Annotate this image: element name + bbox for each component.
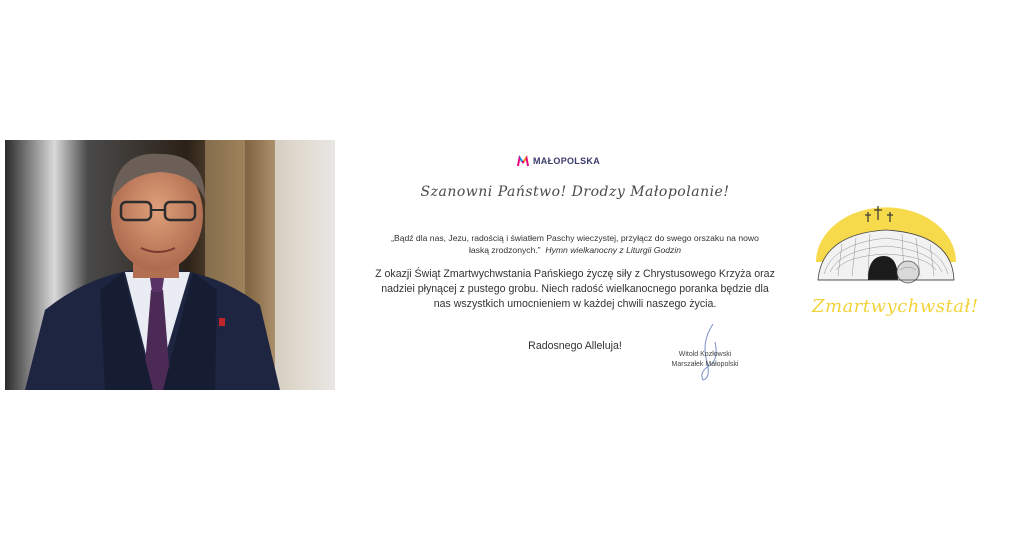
quote-text: „Bądź dla nas, Jezu, radością i światłem Paschy wieczystej, przyłącz do swego orszaku na nowo łaską zrodzonych.” xyxy=(391,233,759,255)
easter-caption: Zmartwychwstał! xyxy=(812,296,979,317)
quote xyxy=(385,232,765,256)
greeting-letter xyxy=(355,150,795,390)
signer-name: Witold Kozłowski xyxy=(678,351,732,358)
malopolska-logo-icon xyxy=(517,155,529,166)
quote-source: Hymn wielkanocny z Liturgii Godzin xyxy=(545,245,682,255)
brand-name: MAŁOPOLSKA xyxy=(533,155,600,166)
closing-line: Radosnego Alleluja! xyxy=(528,340,622,352)
easter-illustration xyxy=(812,200,979,340)
empty-tomb-icon xyxy=(812,200,962,300)
malopolska-logo xyxy=(517,155,600,166)
portrait-photo xyxy=(5,140,335,390)
signature-block xyxy=(655,350,755,370)
signer-title: Marszałek Małopolski xyxy=(671,361,739,368)
salutation: Szanowni Państwo! Drodzy Małopolanie! xyxy=(420,184,730,200)
letter-body: Z okazji Świąt Zmartwychwstania Pańskiego życzę siły z Chrystusowego Krzyża oraz nadziei płynącej z pustego grobu. Niech radość wielkanocnego poranka będzie dla nas wszystkich umocnieniem w każdej chwili naszego życia. xyxy=(375,268,775,310)
